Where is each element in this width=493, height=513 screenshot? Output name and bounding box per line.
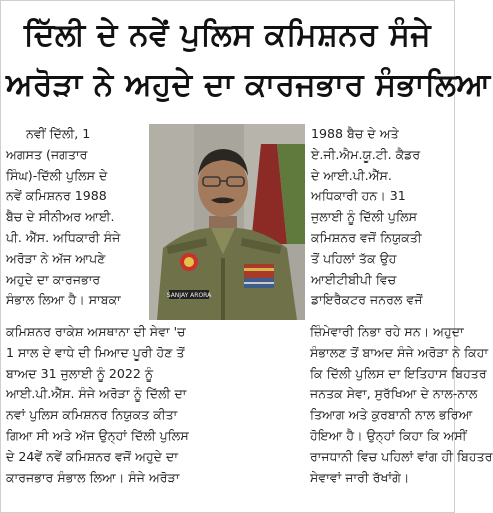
text-line: ਕਮਿਸ਼ਨਰ ਰਾਕੇਸ਼ ਅਸਥਾਨਾ ਦੀ ਸੇਵਾ 'ਚ <box>6 324 186 339</box>
name-tag: SANJAY ARORA <box>166 292 212 299</box>
text-line: ਜ਼ਿੰਮੇਵਾਰੀ ਨਿਭਾ ਰਹੇ ਸਨ। ਅਹੁਦਾ <box>310 324 464 339</box>
article-column-bottom-right <box>310 322 493 488</box>
text-line: ਸਿੰਘ)-ਦਿੱਲੀ ਪੁਲਿਸ ਦੇ <box>6 167 108 183</box>
text-line: ਨਵੀਂ ਦਿੱਲੀ, 1 <box>26 126 91 141</box>
text-line: ਪੀ. ਐੱਸ. ਅਧਿਕਾਰੀ ਸੰਜੇ <box>6 229 121 245</box>
text-line: ਸੰਭਾਲ ਲਿਆ ਹੈ। ਸਾਬਕਾ <box>6 292 121 308</box>
text-line: ਕਮਿਸ਼ਨਰ ਵਜੋਂ ਨਿਯੁਕਤੀ <box>311 229 422 245</box>
text-line: ਹੋਇਆ ਹੈ। ਉਨ੍ਹਾਂ ਕਿਹਾ ਕਿ ਅਸੀਂ <box>310 427 467 443</box>
text-line: ਅਰੋੜਾ ਨੇ ਅੱਜ ਆਪਣੇ <box>6 250 106 266</box>
text-line: ਅਗਸਤ (ਜਗਤਾਰ <box>6 146 88 162</box>
officer-portrait <box>149 124 305 320</box>
text-line: ਸੇਵਾਵਾਂ ਜਾਰੀ ਰੱਖਾਂਗੇ। <box>310 469 410 485</box>
text-line: ਅਹੁਦੇ ਦਾ ਕਾਰਜਭਾਰ <box>6 271 101 287</box>
text-line: ਏ.ਜੀ.ਐਮ.ਯੂ.ਟੀ. ਕੈਡਰ <box>311 146 421 162</box>
text-line: ਨਵਾਂ ਪੁਲਿਸ ਕਮਿਸ਼ਨਰ ਨਿਯੁਕਤ ਕੀਤਾ <box>6 407 178 423</box>
text-line: 1 ਸਾਲ ਦੇ ਵਾਧੇ ਦੀ ਮਿਆਦ ਪੂਰੀ ਹੋਣ ਤੋਂ <box>6 344 185 360</box>
text-line: ਆਈਟੀਬੀਪੀ ਵਿਚ <box>311 271 397 287</box>
text-line: ਆਈ.ਪੀ.ਐੱਸ. ਸੰਜੇ ਅਰੋੜਾ ਨੂੰ ਦਿੱਲੀ ਦਾ <box>6 386 187 402</box>
text-line: 1988 ਬੈਚ ਦੇ ਅਤੇ <box>311 126 399 141</box>
headline-line-1: ਦਿੱਲੀ ਦੇ ਨਵੇਂ ਪੁਲਿਸ ਕਮਿਸ਼ਨਰ ਸੰਜੇ <box>23 17 432 53</box>
text-line: ਰਾਜਧਾਨੀ ਵਿਚ ਪਹਿਲਾਂ ਵਾਂਗ ਹੀ ਬਿਹਤਰ <box>310 448 493 464</box>
headline-line-2: ਅਰੋੜਾ ਨੇ ਅਹੁਦੇ ਦਾ ਕਾਰਜਭਾਰ ਸੰਭਾਲਿਆ <box>6 67 491 103</box>
text-line: ਦੇ ਆਈ.ਪੀ.ਐੱਸ. <box>311 167 392 183</box>
article-column-left <box>6 124 144 311</box>
text-line: ਜਨਤਕ ਸੇਵਾ, ਸੁਰੱਖਿਆ ਦੇ ਨਾਲ-ਨਾਲ <box>310 386 478 402</box>
text-line: ਜੁਲਾਈ ਨੂੰ ਦਿੱਲੀ ਪੁਲਿਸ <box>311 209 417 225</box>
article-column-bottom-left <box>6 322 304 488</box>
text-line: ਗਿਆ ਸੀ ਅਤੇ ਅੱਜ ਉਨ੍ਹਾਂ ਦਿੱਲੀ ਪੁਲਿਸ <box>6 427 189 443</box>
text-line: ਦੇ 24ਵੇਂ ਨਵੇਂ ਕਮਿਸ਼ਨਰ ਵਜੋਂ ਅਹੁਦੇ ਦਾ <box>6 448 178 464</box>
text-line: ਕਾਰਜਭਾਰ ਸੰਭਾਲ ਲਿਆ। ਸੰਜੇ ਅਰੋੜਾ <box>6 469 180 485</box>
text-line: ਅਧਿਕਾਰੀ ਹਨ। 31 <box>311 188 406 204</box>
news-photo <box>149 124 305 320</box>
text-line: ਸੰਭਾਲਣ ਤੋਂ ਬਾਅਦ ਸੰਜੇ ਅਰੋੜਾ ਨੇ ਕਿਹਾ <box>310 344 489 360</box>
text-line: ਡਾਇਰੈਕਟਰ ਜਨਰਲ ਵਜੋਂ <box>311 292 423 308</box>
text-line: ਤਿਆਗ ਅਤੇ ਕੁਰਬਾਨੀ ਨਾਲ ਭਰਿਆ <box>310 407 473 423</box>
text-line: ਬਾਅਦ 31 ਜੁਲਾਈ ਨੂੰ 2022 ਨੂੰ <box>6 365 154 381</box>
text-line: ਬੈਚ ਦੇ ਸੀਨੀਅਰ ਆਈ. <box>6 209 115 225</box>
text-line: ਕਿ ਦਿੱਲੀ ਪੁਲਿਸ ਦਾ ਇਤਿਹਾਸ ਬਿਹਤਰ <box>310 365 487 381</box>
text-line: ਤੋਂ ਪਹਿਲਾਂ ਤੱਕ ਉਹ <box>311 250 397 266</box>
article-column-right <box>311 124 449 311</box>
text-line: ਨਵੇਂ ਕਮਿਸ਼ਨਰ 1988 <box>6 188 107 204</box>
